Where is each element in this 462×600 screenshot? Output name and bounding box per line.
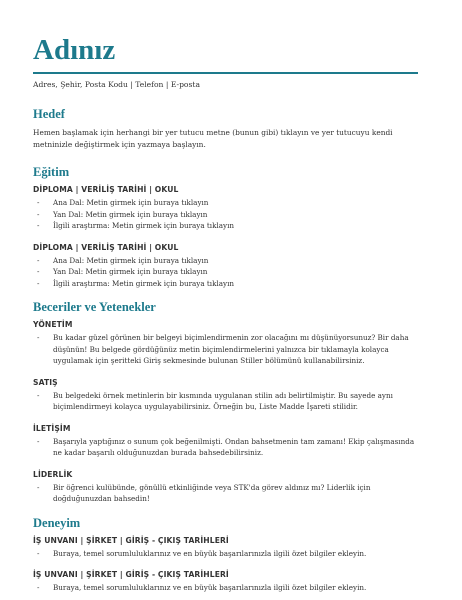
header-divider	[33, 72, 418, 74]
list-item[interactable]: - Yan Dal: Metin girmek için buraya tıklayın	[33, 266, 418, 278]
list-item[interactable]: - Buraya, temel sorumluluklarınız ve en büyük başarılarınızla ilgili özet bilgiler ekleyin.	[33, 582, 418, 594]
skills-entry-heading[interactable]: YÖNETİM	[33, 320, 73, 329]
list-item[interactable]: - Yan Dal: Metin girmek için buraya tıklayın	[33, 209, 418, 221]
list-item[interactable]: - Buraya, temel sorumluluklarınız ve en büyük başarılarınızla ilgili özet bilgiler ekleyin.	[33, 548, 418, 560]
experience-entry-list	[33, 548, 418, 560]
skills-entry-heading[interactable]: LİDERLİK	[33, 469, 73, 479]
skills-entry-heading[interactable]: SATIŞ	[33, 377, 58, 387]
section-title-experience[interactable]: Deneyim	[33, 515, 81, 530]
education-entry-heading[interactable]: DİPLOMA | VERİLİŞ TARİHİ | OKUL	[33, 242, 179, 252]
skills-entry-list	[33, 482, 418, 505]
list-item[interactable]: - Ana Dal: Metin girmek için buraya tıklayın	[33, 197, 418, 209]
list-item[interactable]: - Bu belgedeki örnek metinlerin bir kısmında uygulanan stilin adı belirtilmiştir. Bu sayede aynı biçimlendirmeyi kolayca uygulayabilirsiniz. Örneğin bu, Liste Madde İşareti stilidir.	[33, 390, 418, 413]
education-entry-list	[33, 255, 418, 290]
education-entry	[33, 243, 418, 290]
experience-entry	[33, 536, 418, 560]
objective-text[interactable]: Hemen başlamak için herhangi bir yer tutucu metne (bunun gibi) tıklayın ve yer tutucuyu kendi metninizle değiştirmek için yazmaya başlayın.	[33, 128, 393, 149]
experience-entry-list	[33, 582, 418, 594]
list-item[interactable]: - Bir öğrenci kulübünde, gönüllü etkinliğinde veya STK'da görev aldınız mı? Liderlik için doğduğunuzdan bahsedin!	[33, 482, 418, 505]
skills-entry-list	[33, 436, 418, 459]
list-item[interactable]: - Bu kadar güzel görünen bir belgeyi biçimlendirmenin zor olacağını mı düşünüyorsunuz? Bir daha düşünün! Bu belgede gördüğünüz metin biçimlendirmelerini yalnızca bir tıklamayla kolayca uygulamak için şeritteki Giriş sekmesinde bulunan Stiller bölümünü kullanabilirsiniz.	[33, 332, 418, 367]
education-entry-list	[33, 197, 418, 232]
section-title-education[interactable]: Eğitim	[33, 165, 70, 179]
experience-entry	[33, 570, 418, 594]
skills-entry	[33, 320, 418, 367]
skills-entry-heading[interactable]: İLETİŞİM	[33, 423, 71, 433]
contact-line[interactable]: Adres, Şehir, Posta Kodu | Telefon | E-posta	[33, 80, 200, 89]
section-title-objective[interactable]: Hedef	[33, 107, 65, 121]
skills-entry-list	[33, 390, 418, 413]
list-item[interactable]: - İlgili araştırma: Metin girmek için buraya tıklayın	[33, 220, 418, 232]
skills-entry	[33, 424, 418, 459]
education-entry	[33, 185, 418, 232]
list-item[interactable]: - İlgili araştırma: Metin girmek için buraya tıklayın	[33, 278, 418, 290]
experience-entry-heading[interactable]: İŞ UNVANI | ŞİRKET | GİRİŞ - ÇIKIŞ TARİHLERİ	[33, 570, 229, 579]
experience-entry-heading[interactable]: İŞ UNVANI | ŞİRKET | GİRİŞ - ÇIKIŞ TARİHLERİ	[33, 535, 229, 545]
name-heading[interactable]: Adınız	[33, 34, 116, 66]
skills-entry-list	[33, 332, 418, 367]
skills-entry	[33, 470, 418, 505]
education-entry-heading[interactable]: DİPLOMA | VERİLİŞ TARİHİ | OKUL	[33, 185, 179, 194]
section-title-skills[interactable]: Beceriler ve Yetenekler	[33, 300, 156, 314]
list-item[interactable]: - Başarıyla yaptığınız o sunum çok beğenilmişti. Ondan bahsetmenin tam zamanı! Ekip çalışmasında ne kadar başarılı olduğunuzdan burada bahsedebilirsiniz.	[33, 436, 418, 459]
list-item[interactable]: - Ana Dal: Metin girmek için buraya tıklayın	[33, 255, 418, 267]
skills-entry	[33, 378, 418, 413]
